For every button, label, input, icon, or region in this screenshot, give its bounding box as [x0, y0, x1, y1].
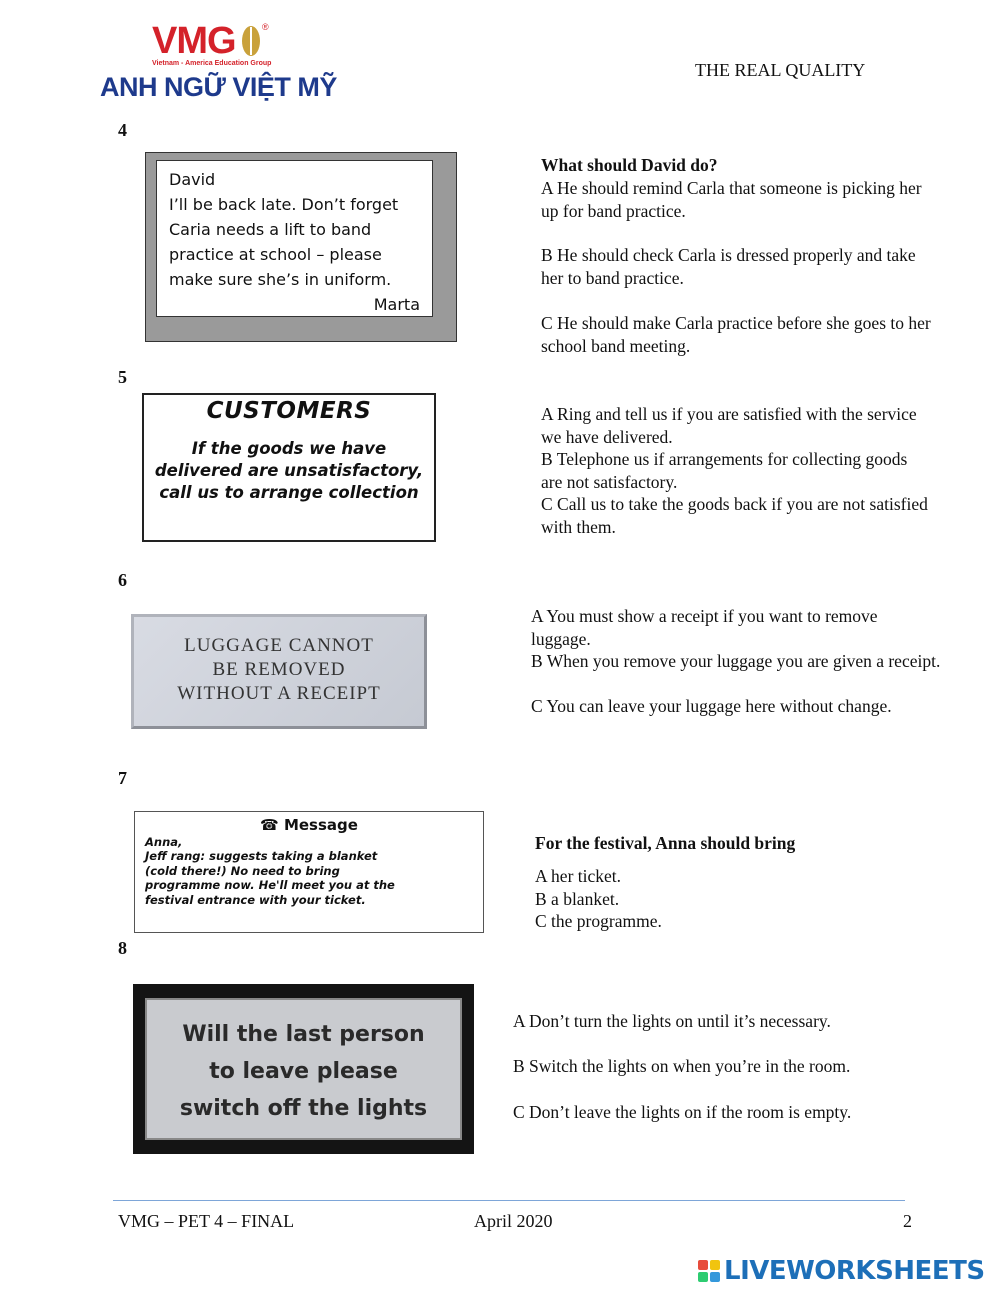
option-8a[interactable]: A Don’t turn the lights on until it’s necessary. [513, 1011, 831, 1031]
liveworksheets-grid-icon [698, 1260, 720, 1282]
lights-sign-panel [145, 998, 462, 1140]
footer-divider [113, 1200, 905, 1201]
lights-sign-line: Will the last person [182, 1022, 425, 1047]
sticky-note [156, 160, 433, 317]
customers-sign-title: CUSTOMERS [206, 398, 372, 424]
message-title: ☎ Message [260, 816, 358, 834]
question-number-5: 5 [118, 367, 127, 387]
brand-subtitle: Vietnam - America Education Group [152, 60, 272, 67]
note-line: make sure she’s in uniform. [169, 270, 392, 289]
liveworksheets-wordmark: LIVEWORKSHEETS [724, 1256, 985, 1286]
registered-mark: ® [262, 22, 269, 32]
option-7c[interactable]: C the programme. [535, 911, 662, 931]
option-7b[interactable]: B a blanket. [535, 889, 620, 909]
customers-sign [142, 393, 436, 542]
option-8b[interactable]: B Switch the lights on when you’re in the room. [513, 1056, 851, 1076]
message-line: programme now. He'll meet you at the [145, 878, 395, 892]
lights-sign-line: to leave please [209, 1059, 398, 1084]
option-8c[interactable]: C Don’t leave the lights on if the room is empty. [513, 1102, 852, 1122]
message-line: festival entrance with your ticket. [145, 892, 366, 907]
note-line: practice at school – please [169, 245, 382, 264]
luggage-sign [131, 614, 427, 729]
header-tagline: THE REAL QUALITY [695, 60, 866, 80]
message-line: Jeff rang: suggests taking a blanket [145, 849, 378, 863]
option-6b[interactable]: B When you remove your luggage you are given a receipt. [531, 651, 941, 671]
option-7a[interactable]: A her ticket. [535, 866, 622, 886]
brand-name: ANH NGỮ VIỆT MỸ [100, 72, 337, 102]
brand-logo-text: VMG [152, 20, 236, 62]
option-6c[interactable]: C You can leave your luggage here without change. [531, 696, 892, 716]
leaf-logo-icon [240, 24, 262, 58]
question-number-8: 8 [118, 938, 127, 958]
option-5b[interactable]: B Telephone us if arrangements for collecting goods are not satisfactory. [541, 449, 908, 492]
note-line: Caria needs a lift to band [169, 220, 372, 239]
lights-sign [133, 984, 474, 1154]
footer-date: April 2020 [474, 1211, 553, 1231]
liveworksheets-logo[interactable] [698, 1256, 985, 1286]
option-6a[interactable]: A You must show a receipt if you want to remove luggage. [531, 606, 878, 649]
lights-sign-line: switch off the lights [179, 1096, 428, 1121]
luggage-sign-line: WITHOUT A RECEIPT [177, 683, 381, 704]
question-4-prompt: What should David do? [541, 155, 718, 175]
question-number-4: 4 [118, 120, 127, 140]
note-line: I’ll be back late. Don’t forget [169, 195, 399, 214]
question-number-6: 6 [118, 570, 127, 590]
question-7-prompt: For the festival, Anna should bring [535, 833, 796, 853]
option-5c[interactable]: C Call us to take the goods back if you are not satisfied with them. [541, 494, 928, 537]
message-line: Anna, [145, 834, 183, 849]
note-signature: Marta [373, 295, 420, 314]
phone-message [134, 811, 484, 933]
option-4b[interactable]: B He should check Carla is dressed properly and take her to band practice. [541, 245, 916, 288]
luggage-sign-line: LUGGAGE CANNOT [184, 635, 374, 656]
message-line: (cold there!) No need to bring [145, 863, 340, 878]
note-line: David [169, 170, 216, 189]
question-number-7: 7 [118, 768, 127, 788]
option-4c[interactable]: C He should make Carla practice before she goes to her school band meeting. [541, 313, 931, 356]
option-5a[interactable]: A Ring and tell us if you are satisfied with the service we have delivered. [541, 404, 917, 447]
footer-page-number: 2 [903, 1211, 912, 1231]
option-4a[interactable]: A He should remind Carla that someone is picking her up for band practice. [541, 178, 922, 221]
customers-sign-body: If the goods we have delivered are unsatisfactory, call us to arrange collection [154, 439, 424, 502]
luggage-sign-line: BE REMOVED [212, 659, 346, 680]
footer-doc-title: VMG – PET 4 – FINAL [118, 1211, 295, 1231]
